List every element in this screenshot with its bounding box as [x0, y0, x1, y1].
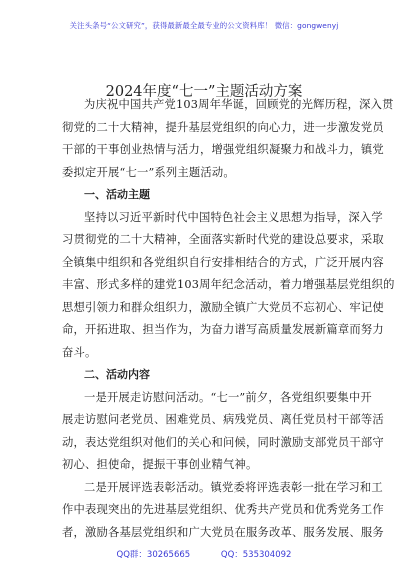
top-notice-link[interactable] [0, 20, 408, 31]
text-line: 丰富、形式多样的建党103周年纪念活动，着力增强基层党组织的 [62, 278, 395, 291]
text-line: 者，激励各基层党组织和广大党员在服务改革、服务发展、服务 [62, 525, 384, 539]
text-line: 二是开展评选表彰活动。镇党委将评选表彰一批在学习和工 [84, 480, 383, 494]
text-line: 一是开展走访慰问活动。“七一”前夕，各党组织要集中开 [84, 390, 372, 404]
qq-group-text: QQ群：30265665 [116, 550, 191, 560]
text-line: 全镇集中组织和各党组织自行安排相结合的方式，广泛开展内容 [62, 255, 384, 269]
document-title: 2024年度“七一”主题活动方案 [105, 84, 303, 100]
text-line: 初心、担使命，提振干事创业精气神。 [62, 458, 258, 471]
text-line: 彻党的二十大精神，提升基层党组织的向心力，进一步激发党员 [62, 120, 384, 134]
qq-number-text: QQ：535304092 [220, 550, 292, 560]
text-line: 作中表现突出的先进基层党组织、优秀共产党员和优秀党务工作 [62, 503, 384, 516]
text-line: 思想引领力和群众组织力，激励全镇广大党员不忘初心、牢记使 [62, 300, 384, 314]
text-line: 奋斗。 [62, 345, 97, 359]
text-line: 为庆祝中国共产党103周年华诞，回顾党的光辉历程，深入贯 [84, 98, 394, 111]
text-line: 命，开拓进取、担当作为，为奋力谱写高质量发展新篇章而努力 [62, 323, 384, 336]
footer-contacts [0, 548, 408, 560]
section-heading-content: 二、活动内容 [84, 368, 150, 381]
notice-text[interactable]: 关注头条号“公文研究”，获得最新最全最专业的公文资料库！ 微信：gongwenyj [69, 21, 339, 30]
text-line: 习贯彻党的二十大精神，全面落实新时代党的建设总要求，采取 [62, 233, 384, 246]
section-heading-theme: 一、活动主题 [84, 188, 150, 201]
text-line: 动，表达党组织对他们的关心和问候，同时激励支部党员干部守 [62, 435, 384, 449]
text-line: 坚持以习近平新时代中国特色社会主义思想为指导，深入学 [84, 210, 383, 224]
text-line: 干部的干事创业热情与活力，增强党组织凝聚力和战斗力，镇党 [62, 143, 384, 156]
text-line: 展走访慰问老党员、困难党员、病残党员、离任党员村干部等活 [62, 413, 384, 426]
text-line: 委拟定开展“七一”系列主题活动。 [62, 165, 235, 179]
intro-paragraph [62, 94, 395, 544]
